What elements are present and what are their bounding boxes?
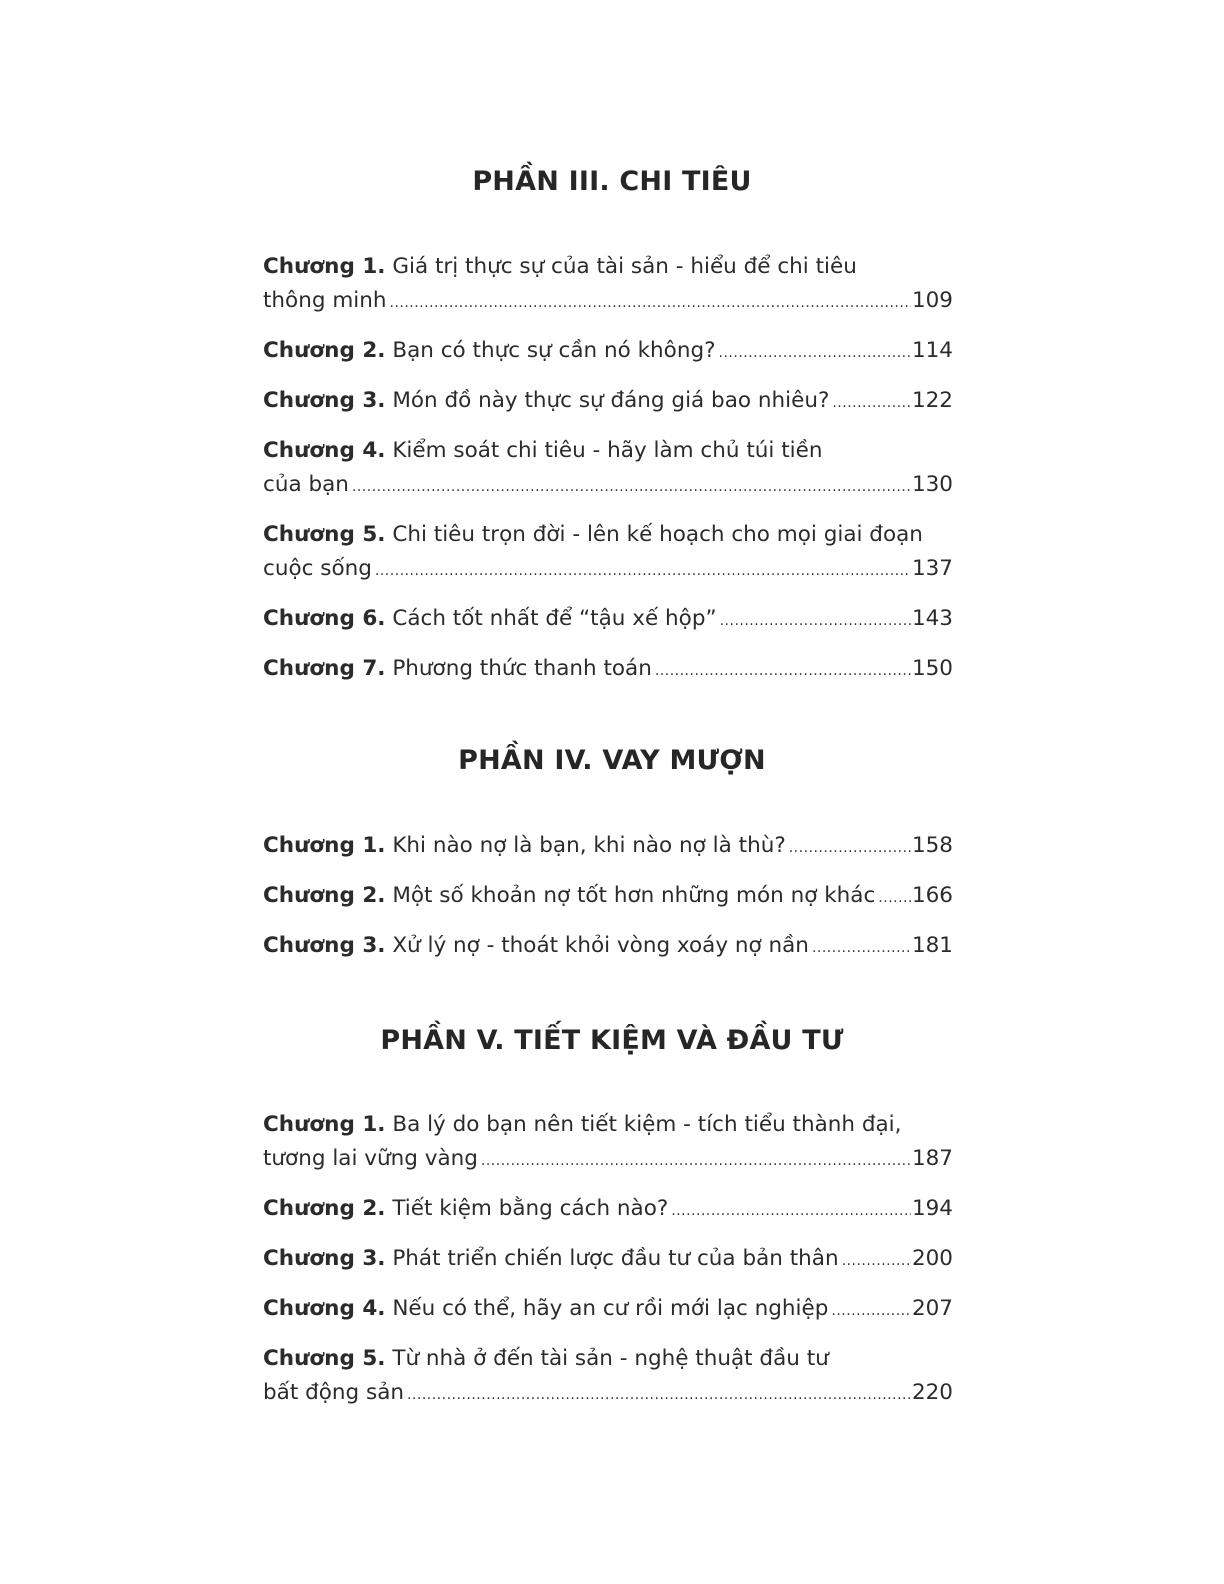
chapter-title-continued: bất động sản <box>263 1380 404 1405</box>
chapter-number: Chương 1. <box>263 254 386 279</box>
chapter-title: Cách tốt nhất để “tậu xế hộp” <box>392 606 717 631</box>
toc-entry[interactable] <box>263 602 953 638</box>
toc-entry[interactable] <box>263 829 953 865</box>
chapter-title-continued: cuộc sống <box>263 556 372 581</box>
dot-leader <box>671 1194 911 1228</box>
page-number: 200 <box>911 1246 953 1271</box>
chapter-number: Chương 5. <box>263 522 386 547</box>
part-3-title: PHẦN III. CHI TIÊU <box>472 166 752 197</box>
part-5-title: PHẦN V. TIẾT KIỆM VÀ ĐẦU TƯ <box>380 1025 844 1056</box>
page-number: 130 <box>911 472 953 497</box>
page-number: 122 <box>911 388 953 413</box>
part-3-chapter-list <box>263 250 953 702</box>
chapter-title-continued: tương lai vững vàng <box>263 1146 478 1171</box>
chapter-number: Chương 3. <box>263 388 386 413</box>
chapter-title: Xử lý nợ - thoát khỏi vòng xoáy nợ nần <box>392 933 809 958</box>
chapter-title: Khi nào nợ là bạn, khi nào nợ là thù? <box>392 833 786 858</box>
chapter-number: Chương 7. <box>263 656 386 681</box>
toc-entry[interactable] <box>263 1192 953 1228</box>
page-number: 220 <box>911 1380 953 1405</box>
dot-leader <box>842 1244 911 1278</box>
chapter-number: Chương 2. <box>263 338 386 363</box>
toc-entry[interactable] <box>263 434 953 504</box>
dot-leader <box>390 286 911 320</box>
dot-leader <box>812 931 911 965</box>
dot-leader <box>375 554 911 588</box>
page-number: 166 <box>911 883 953 908</box>
chapter-title: Giá trị thực sự của tài sản - hiểu để chi tiêu <box>392 254 857 279</box>
toc-entry[interactable] <box>263 1108 953 1178</box>
chapter-title-continued: thông minh <box>263 288 387 313</box>
dot-leader <box>719 336 911 370</box>
toc-entry[interactable] <box>263 518 953 588</box>
dot-leader <box>789 831 911 865</box>
toc-entry[interactable] <box>263 929 953 965</box>
toc-entry[interactable] <box>263 1292 953 1328</box>
chapter-title: Tiết kiệm bằng cách nào? <box>392 1196 669 1221</box>
page-number: 181 <box>911 933 953 958</box>
chapter-number: Chương 4. <box>263 1296 386 1321</box>
page-number: 143 <box>911 606 953 631</box>
part-5-chapter-list <box>263 1108 953 1426</box>
chapter-number: Chương 3. <box>263 1246 386 1271</box>
chapter-number: Chương 5. <box>263 1346 386 1371</box>
toc-entry[interactable] <box>263 879 953 915</box>
part-4-title: PHẦN IV. VAY MƯỢN <box>458 745 766 776</box>
page-number: 109 <box>911 288 953 313</box>
page-number: 187 <box>911 1146 953 1171</box>
chapter-title: Phát triển chiến lược đầu tư của bản thân <box>392 1246 839 1271</box>
chapter-number: Chương 2. <box>263 883 386 908</box>
chapter-number: Chương 1. <box>263 833 386 858</box>
chapter-number: Chương 3. <box>263 933 386 958</box>
part-4-chapter-list <box>263 829 953 979</box>
chapter-title: Từ nhà ở đến tài sản - nghệ thuật đầu tư <box>392 1346 829 1371</box>
page-number: 207 <box>911 1296 953 1321</box>
dot-leader <box>352 470 911 504</box>
chapter-number: Chương 2. <box>263 1196 386 1221</box>
chapter-title: Phương thức thanh toán <box>392 656 652 681</box>
chapter-title: Ba lý do bạn nên tiết kiệm - tích tiểu thành đại, <box>392 1112 902 1137</box>
toc-entry[interactable] <box>263 652 953 688</box>
page-number: 150 <box>911 656 953 681</box>
dot-leader <box>878 881 911 915</box>
page-number: 137 <box>911 556 953 581</box>
dot-leader <box>481 1144 911 1178</box>
page-number: 158 <box>911 833 953 858</box>
toc-entry[interactable] <box>263 1242 953 1278</box>
chapter-title: Bạn có thực sự cần nó không? <box>392 338 716 363</box>
chapter-number: Chương 1. <box>263 1112 386 1137</box>
dot-leader <box>832 386 911 420</box>
chapter-number: Chương 4. <box>263 438 386 463</box>
chapter-number: Chương 6. <box>263 606 386 631</box>
dot-leader <box>831 1294 911 1328</box>
dot-leader <box>720 604 911 638</box>
chapter-title: Món đồ này thực sự đáng giá bao nhiêu? <box>392 388 830 413</box>
toc-entry[interactable] <box>263 384 953 420</box>
page-number: 114 <box>911 338 953 363</box>
chapter-title: Chi tiêu trọn đời - lên kế hoạch cho mọi giai đoạn <box>392 522 923 547</box>
dot-leader <box>407 1378 911 1412</box>
chapter-title: Một số khoản nợ tốt hơn những món nợ khác <box>392 883 876 908</box>
chapter-title-continued: của bạn <box>263 472 349 497</box>
chapter-title: Nếu có thể, hãy an cư rồi mới lạc nghiệp <box>392 1296 829 1321</box>
toc-entry[interactable] <box>263 250 953 320</box>
toc-entry[interactable] <box>263 334 953 370</box>
dot-leader <box>655 654 911 688</box>
page-number: 194 <box>911 1196 953 1221</box>
chapter-title: Kiểm soát chi tiêu - hãy làm chủ túi tiền <box>392 438 823 463</box>
toc-entry[interactable] <box>263 1342 953 1412</box>
